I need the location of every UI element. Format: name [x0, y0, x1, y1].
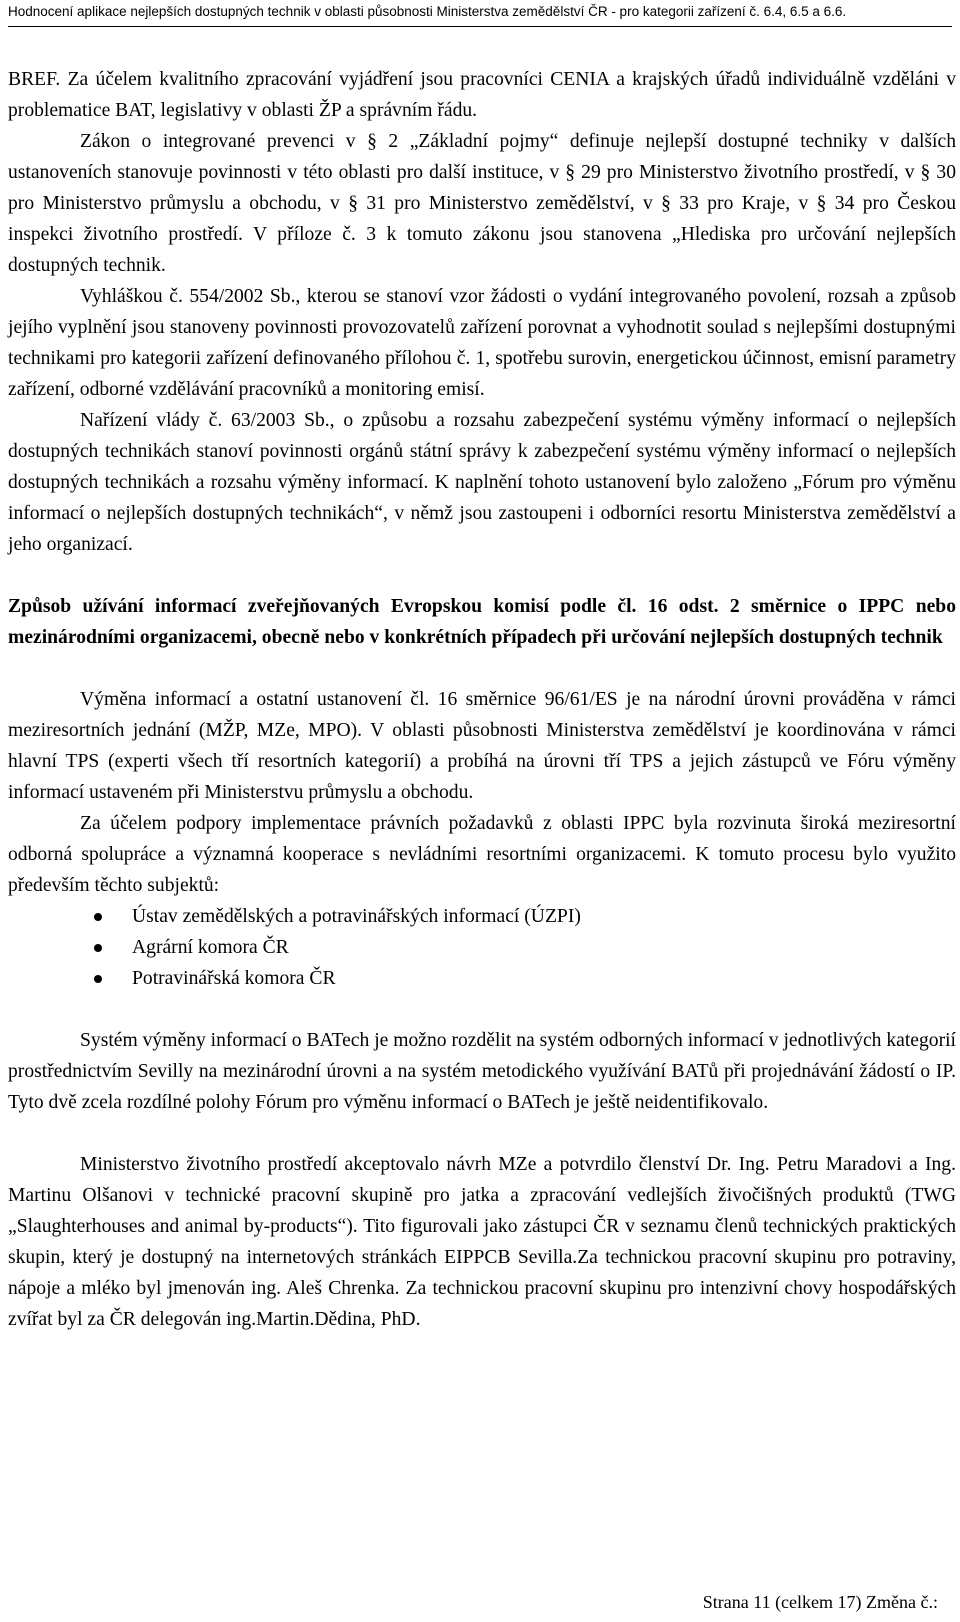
section-heading: Způsob užívání informací zveřejňovaných Evropskou komisí podle čl. 16 odst. 2 směrnice o IPPC nebo mezinárodními organizacemi, obecně nebo v konkrétních případech při určování nejlepších dostupných technik [8, 596, 956, 648]
paragraph-zakon: Zákon o integrované prevenci v § 2 „Základní pojmy“ definuje nejlepší dostupné techniky v dalších ustanoveních stanovuje povinnosti v této oblasti pro další instituce, v § 29 pro Ministerstvo životního prostředí, v § 30 pro Ministerstvo průmyslu a obchodu, v § 31 pro Ministerstvo zemědělství, v § 33 pro Kraje, v § 34 pro Českou inspekci životního prostředí. V příloze č. 3 k tomuto zákonu jsou stanovena „Hlediska pro určování nejlepších dostupných technik. [8, 131, 956, 276]
paragraph-system: Systém výměny informací o BATech je možno rozdělit na systém odborných informací v jednotlivých kategorií prostřednictvím Sevilly na mezinárodní úrovni a na systém metodického využívání BATů při projednávání žádostí o IP. Tyto dvě zcela rozdílné polohy Fórum pro výměnu informací o BATech je ještě neidentifikovalo. [8, 1030, 956, 1113]
paragraph-ministerstvo: Ministerstvo životního prostředí akceptovalo návrh MZe a potvrdilo členství Dr. Ing. Petru Maradovi a Ing. Martinu Olšanovi v technické pracovní skupině pro jatka a zpracování vedlejších živočišných produktů (TWG „Slaughterhouses and animal by-products“). Tito figurovali jako zástupci ČR v seznamu členů technických praktických skupin, který je dostupný na internetových stránkách EIPPCB Sevilla.Za technickou pracovní skupinu pro potraviny, nápoje a mléko byl jmenován ing. Aleš Chrenka. Za technickou pracovní skupinu pro intenzivní chovy hospodářských zvířat byl za ČR delegován ing.Martin.Dědina, PhD. [8, 1154, 956, 1330]
paragraph-narizeni: Nařízení vlády č. 63/2003 Sb., o způsobu a rozsahu zabezpečení systému výměny informací o nejlepších dostupných technikách stanoví povinnosti orgánů státní správy k zabezpečení systému výměny informací o nejlepších dostupných technikách a rozsahu výměny informací. K naplnění tohoto ustanovení bylo založeno „Fórum pro výměnu informací o nejlepších dostupných technikách“, v němž jsou zastoupeni i odborníci resortu Ministerstva zemědělství a jeho organizací. [8, 410, 956, 555]
document-body [8, 64, 956, 1335]
list-item: Potravinářská komora ČR [8, 963, 956, 994]
page-footer: Strana 11 (celkem 17) Změna č.: [702, 1592, 938, 1612]
paragraph-vyhlaska: Vyhláškou č. 554/2002 Sb., kterou se stanoví vzor žádosti o vydání integrovaného povolení, rozsah a způsob jejího vyplnění jsou stanoveny povinnosti provozovatelů zařízení porovnat a vyhodnotit soulad s nejlepšími dostupnými technikami pro kategorii zařízení definovaného přílohou č. 1, spotřebu surovin, energetickou účinnost, emisní parametry zařízení, odborné vzdělávání pracovníků a monitoring emisí. [8, 286, 956, 400]
paragraph-bref: BREF. Za účelem kvalitního zpracování vyjádření jsou pracovníci CENIA a krajských úřadů individuálně vzděláni v problematice BAT, legislativy v oblasti ŽP a správním řádu. [8, 69, 956, 121]
paragraph-vymena: Výměna informací a ostatní ustanovení čl. 16 směrnice 96/61/ES je na národní úrovni prováděna v rámci meziresortních jednání (MŽP, MZe, MPO). V oblasti působnosti Ministerstva zemědělství je koordinována v rámci hlavní TPS (experti všech tří resortních kategorií) a probíhá na úrovni tří TPS a jejich zástupců ve Fóru výměny informací ustaveném při Ministerstvu průmyslu a obchodu. [8, 689, 956, 803]
bullet-icon [94, 975, 102, 983]
page-header: Hodnocení aplikace nejlepších dostupných technik v oblasti působnosti Ministerstva zemědělství ČR - pro kategorii zařízení č. 6.4, 6.5 a 6.6. [8, 0, 952, 27]
subject-list [8, 901, 956, 994]
paragraph-podpora: Za účelem podpory implementace právních požadavků z oblasti IPPC byla rozvinuta široká meziresortní odborná spolupráce a významná kooperace s nevládními resortními organizacemi. K tomuto procesu bylo využito především těchto subjektů: [8, 813, 956, 896]
bullet-icon [94, 944, 102, 952]
list-item: Ústav zemědělských a potravinářských informací (ÚZPI) [8, 901, 956, 932]
bullet-icon [94, 913, 102, 921]
list-item: Agrární komora ČR [8, 932, 956, 963]
